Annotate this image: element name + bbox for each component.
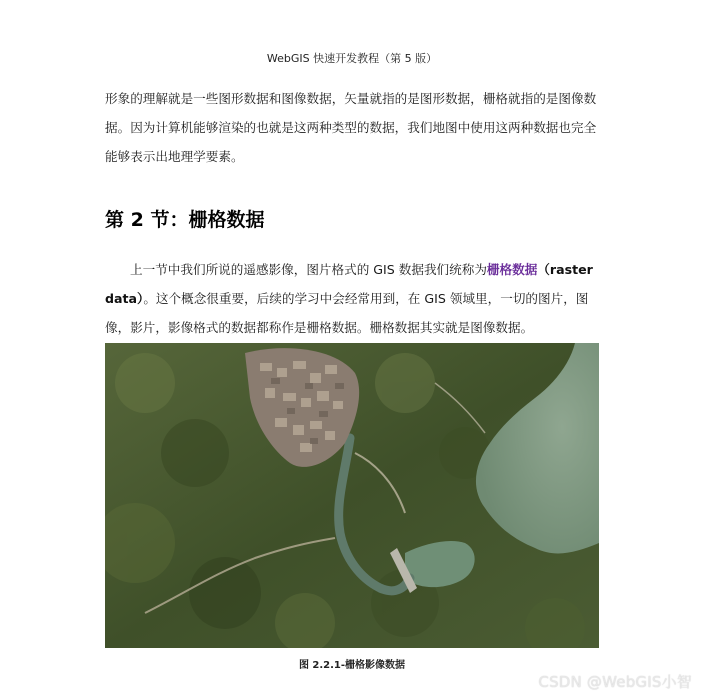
raster-data-english: （raster data） [105, 262, 593, 306]
raster-aerial-image [105, 343, 599, 648]
section-body-paragraph [105, 255, 599, 342]
aerial-image-graphic [105, 343, 599, 648]
intro-paragraph: 形象的理解就是一些图形数据和图像数据，矢量就指的是图形数据，栅格就指的是图像数据。因为计算机能够渲染的也就是这两种类型的数据，我们地图中使用这两种数据也完全能够表示出地理学要素。 [105, 91, 597, 164]
running-header: WebGIS 快速开发教程（第 5 版） [266, 52, 438, 65]
body-text-part1: 上一节中我们所说的遥感影像，图片格式的 GIS 数据我们统称为 [130, 262, 487, 277]
raster-data-term[interactable]: 栅格数据 [486, 262, 538, 277]
body-text-part2: 。这个概念很重要，后续的学习中会经常用到，在 GIS 领域里，一切的图片，图像，影片，影像格式的数据都称作是栅格数据。栅格数据其实就是图像数据。 [105, 291, 589, 335]
section-title: 第 2 节：栅格数据 [105, 209, 265, 231]
csdn-watermark: CSDN @WebGIS小智 [538, 673, 692, 691]
figure-caption: 图 2.2.1-栅格影像数据 [298, 660, 406, 671]
